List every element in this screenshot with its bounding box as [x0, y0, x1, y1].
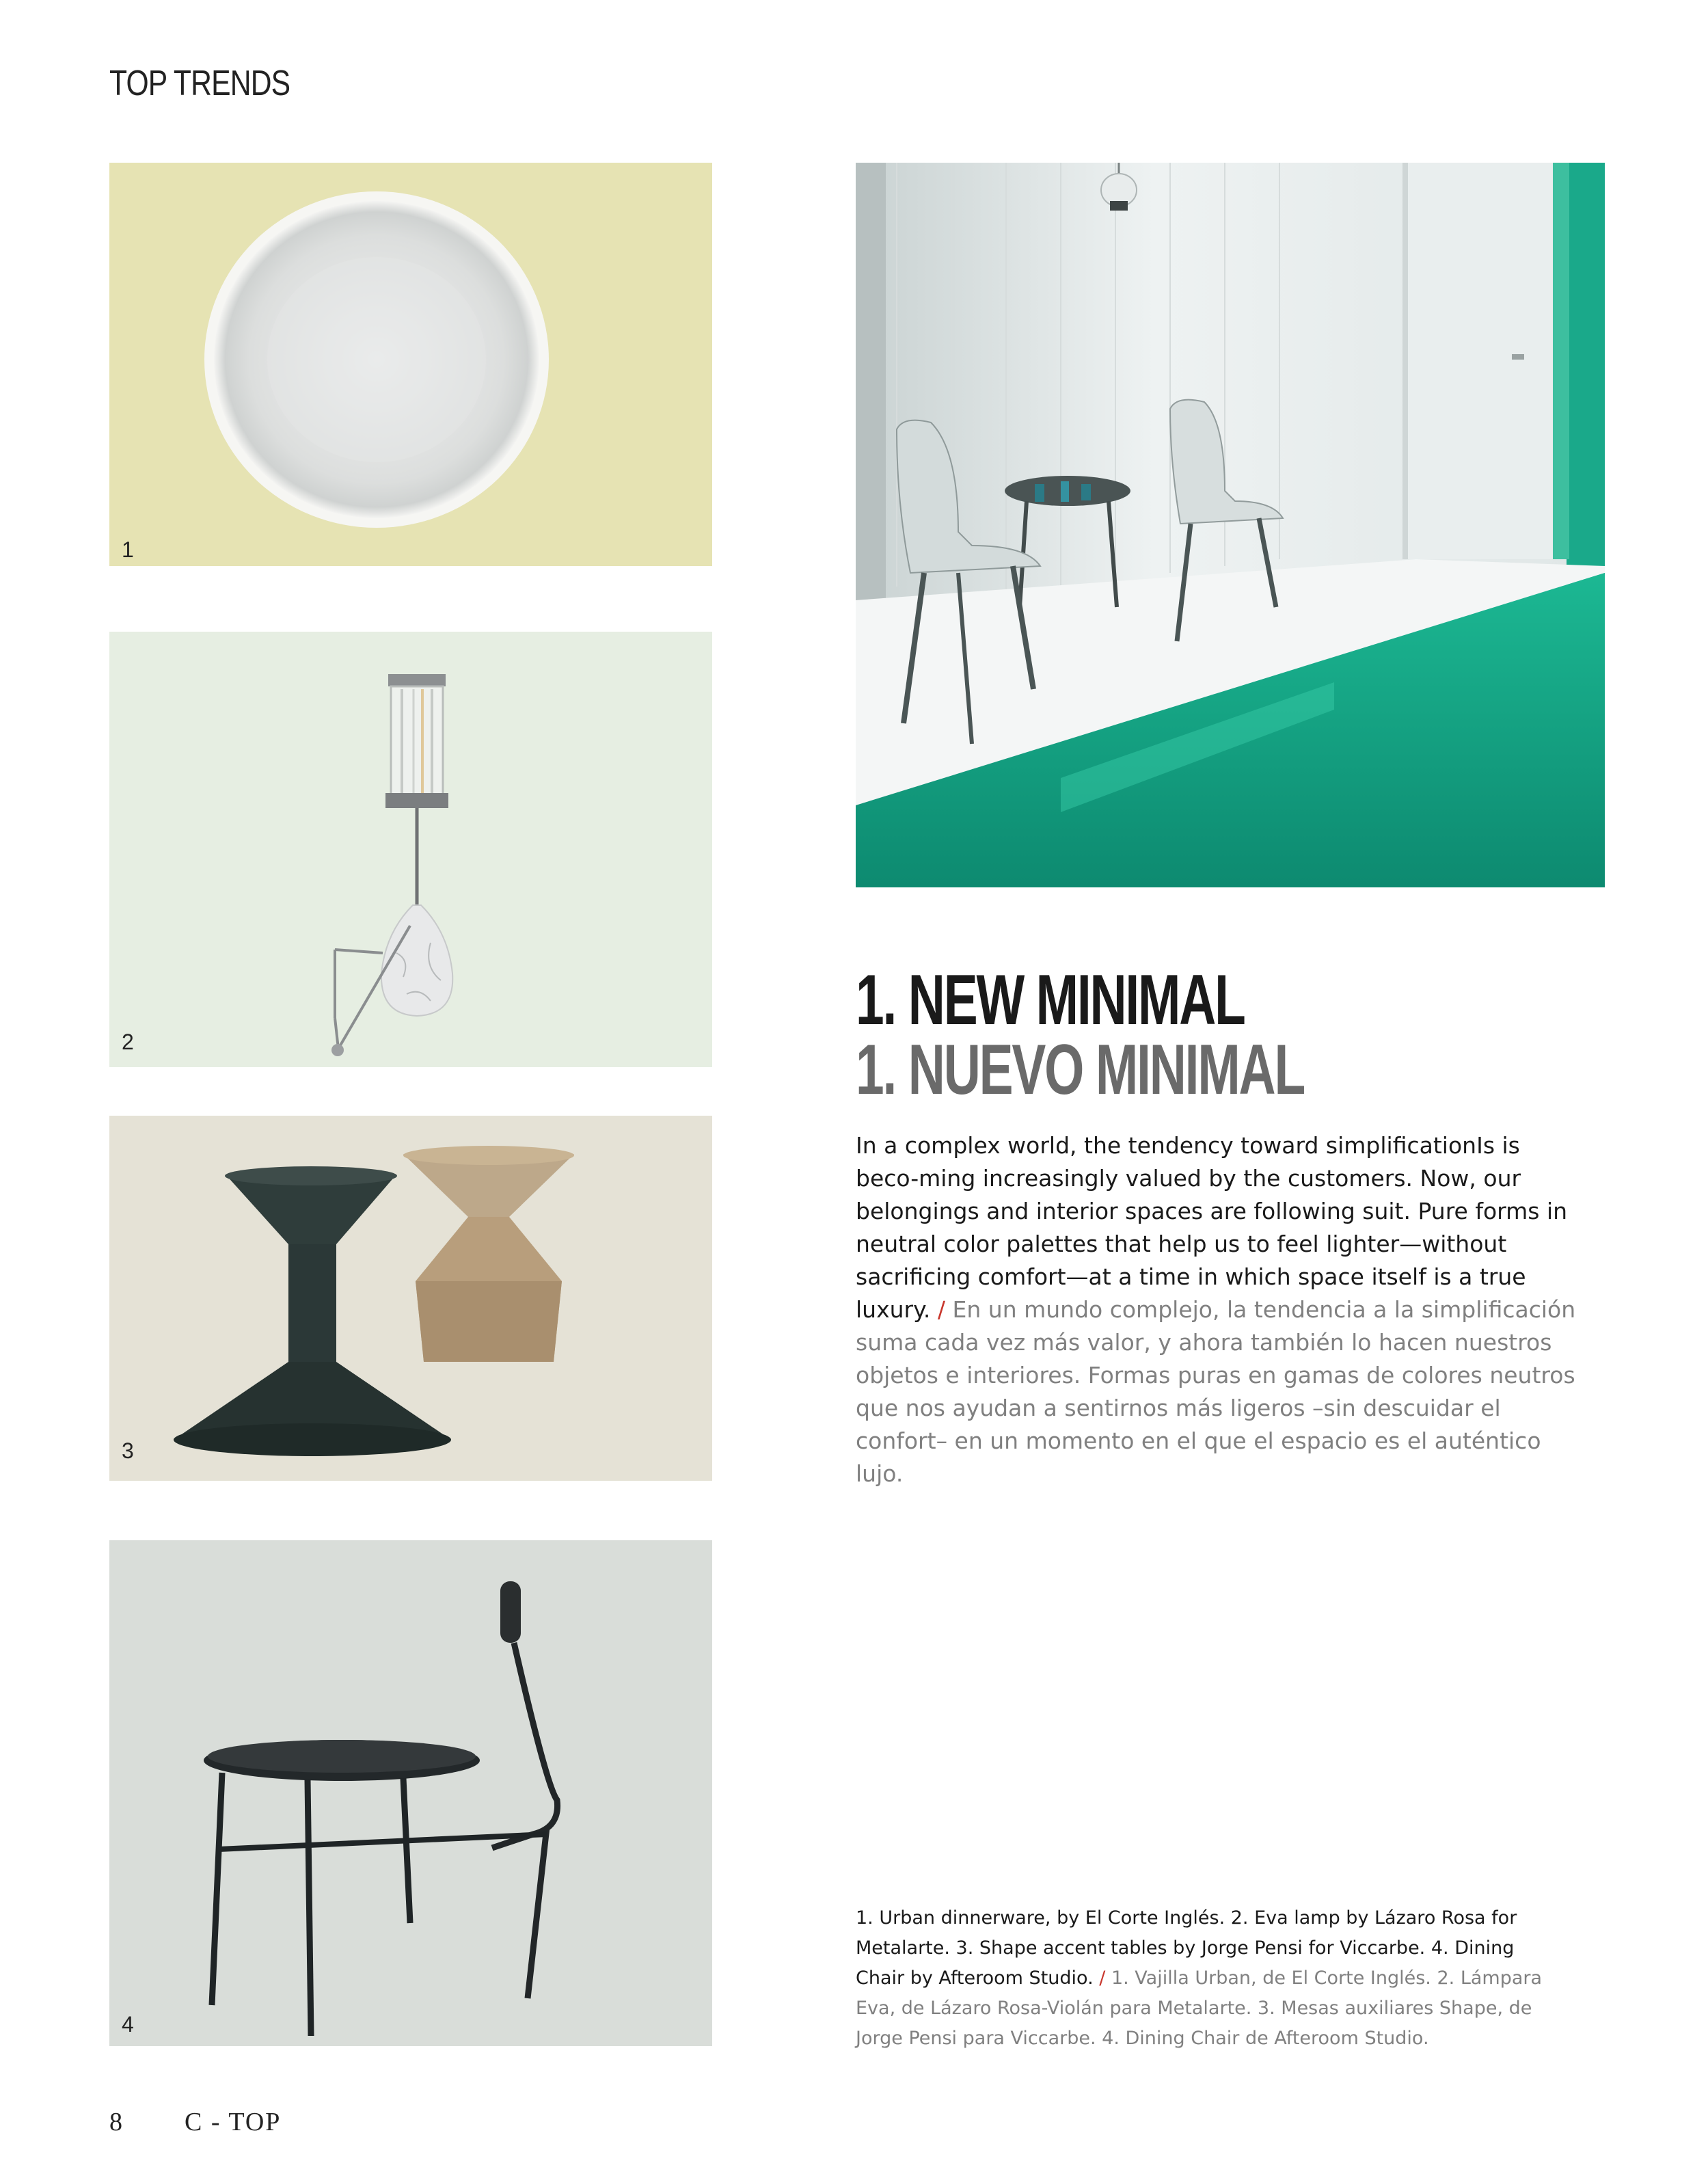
plate-image	[109, 163, 712, 566]
product-tile-chair	[109, 1540, 712, 2046]
tile-number: 1	[122, 537, 134, 562]
caption-spanish: 1. Vajilla Urban, de El Corte Inglés. 2. Lámpara Eva, de Lázaro Rosa-Violán para Metalarte. 3. Mesas auxiliares Shape, de Jorge Pensi para Viccarbe. 4. Dining Chair de Afteroom Studio.	[856, 1968, 1543, 2049]
tile-number: 4	[122, 2012, 134, 2037]
language-separator: /	[937, 1296, 946, 1323]
magazine-name: C - TOP	[185, 2108, 282, 2136]
chair-image	[109, 1540, 712, 2046]
product-tile-tables	[109, 1116, 712, 1481]
image-caption	[856, 1903, 1560, 2054]
page-number: 8	[109, 2108, 122, 2136]
article-body	[856, 1129, 1582, 1490]
article-title-es: 1. NUEVO MINIMAL	[856, 1030, 1305, 1110]
lamp-image	[109, 632, 712, 1067]
product-tile-lamp	[109, 632, 712, 1067]
tile-number: 3	[122, 1438, 134, 1463]
body-spanish: En un mundo complejo, la tendencia a la simplificación suma cada vez más valor, y ahora también lo hacen nuestros objetos e interiores. Formas puras en gamas de colores neutros que nos ayudan a sentirnos más ligeros –sin descuidar el confort– en un momento en el que el espacio es el auténtico lujo.	[856, 1296, 1576, 1487]
room-scene	[856, 163, 1605, 887]
article-title-en: 1. NEW MINIMAL	[856, 961, 1245, 1040]
tile-number: 2	[122, 1030, 134, 1054]
body-english: In a complex world, the tendency toward simplificationIs is beco-ming increasingly valued by the customers. Now, our belongings and interior spaces are following suit. Pure forms in neutral color palettes that help us to feel lighter—without sacrificing comfort—at a time in which space itself is a true luxury.	[856, 1132, 1568, 1323]
caption-separator: /	[1099, 1968, 1106, 1989]
tables-image	[109, 1116, 712, 1481]
product-tile-dinnerware	[109, 163, 712, 566]
caption-english: 1. Urban dinnerware, by El Corte Inglés. 2. Eva lamp by Lázaro Rosa for Metalarte. 3. Shape accent tables by Jorge Pensi for Viccarbe. 4. Dining Chair by Afteroom Studio.	[856, 1907, 1517, 1989]
section-label: TOP TRENDS	[109, 64, 290, 103]
interior-photo	[856, 163, 1605, 887]
